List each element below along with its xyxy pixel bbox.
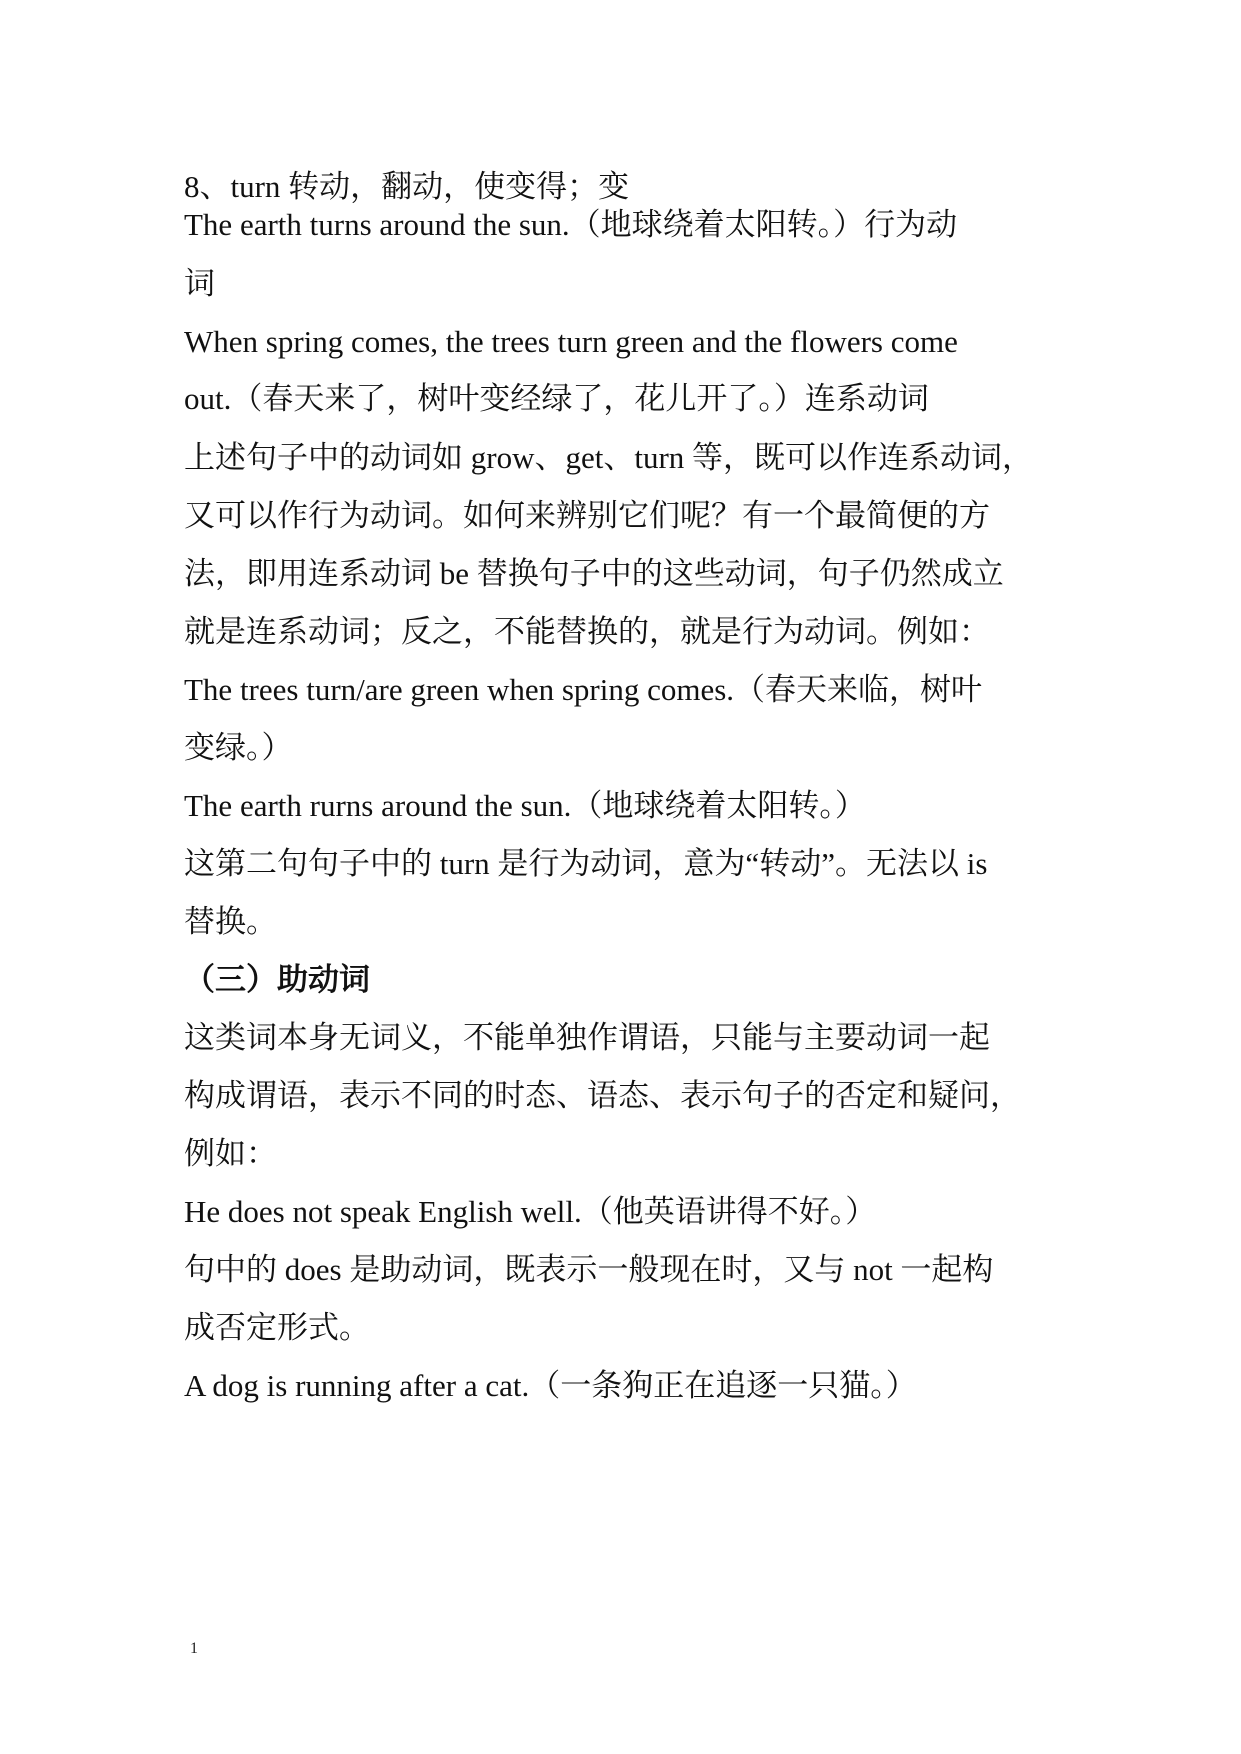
text-line: 例如： [184,1136,277,1171]
text-line: When spring comes, the trees turn green and the flowers come [184,324,958,359]
text-line: The trees turn/are green when spring comes.（春天来临，树叶 [184,672,983,707]
section-heading: （三）助动词 [184,962,370,998]
text-line: 替换。 [184,904,277,939]
text-line: 句中的 does 是助动词，既表示一般现在时，又与 not 一起构 [184,1252,994,1287]
text-line: 构成谓语，表示不同的时态、语态、表示句子的否定和疑问， [184,1078,1021,1113]
text-line: 法，即用连系动词 be 替换句子中的这些动词，句子仍然成立 [184,556,1004,591]
text-line: A dog is running after a cat.（一条狗正在追逐一只猫。） [184,1368,917,1403]
text-line: 又可以作行为动词。如何来辨别它们呢？有一个最简便的方 [184,498,990,533]
page-number: 1 [190,1640,198,1657]
text-line: The earth turns around the sun.（地球绕着太阳转。）行为动 [184,207,958,242]
text-line: He does not speak English well.（他英语讲得不好。） [184,1194,877,1229]
text-line: 这类词本身无词义，不能单独作谓语，只能与主要动词一起 [184,1020,990,1055]
text-line: 成否定形式。 [184,1310,370,1345]
text-line: 上述句子中的动词如 grow、get、turn 等，既可以作连系动词， [184,440,1034,475]
text-line: 就是连系动词；反之，不能替换的，就是行为动词。例如： [184,614,990,649]
text-line: 变绿。） [184,730,293,765]
text-line: 8、turn 转动，翻动，使变得；变 [184,169,630,204]
text-line: 这第二句句子中的 turn 是行为动词，意为“转动”。无法以 is [184,846,988,881]
text-line: out.（春天来了，树叶变经绿了，花儿开了。）连系动词 [184,381,929,416]
text-line: The earth rurns around the sun.（地球绕着太阳转。） [184,788,866,823]
text-line: 词 [184,266,215,301]
